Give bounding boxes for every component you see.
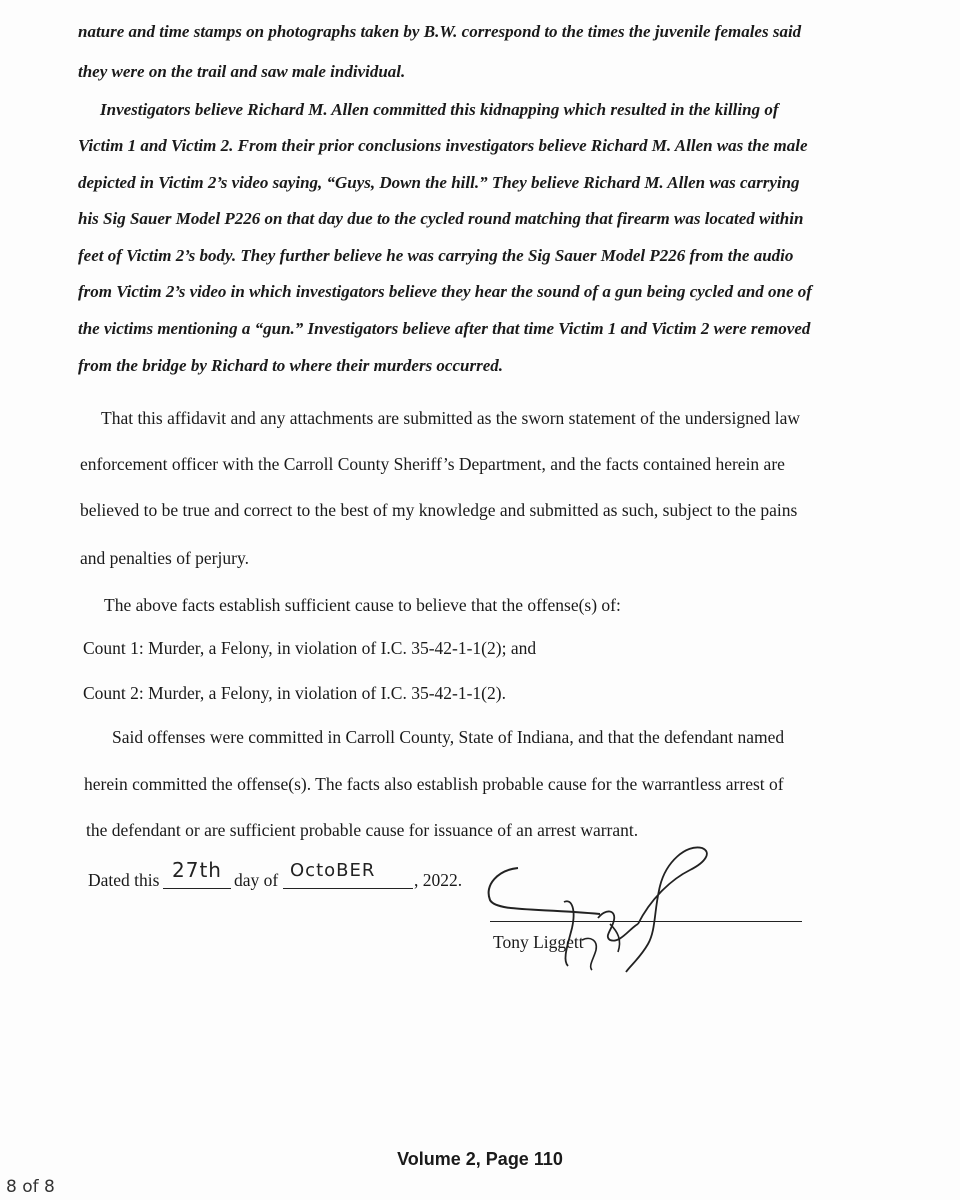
italic-paragraph-2-line-3: depicted in Victim 2’s video saying, “Guys, Down the hill.” They believe Richard M. Allen was carrying <box>78 173 800 192</box>
italic-paragraph-2-line-1: Investigators believe Richard M. Allen committed this kidnapping which resulted in the killing of <box>100 100 779 119</box>
page-mark-handwritten: 8 of 8 <box>6 1177 55 1197</box>
italic-paragraph-2-line-8: from the bridge by Richard to where their murders occurred. <box>78 356 504 375</box>
facts-intro: The above facts establish sufficient cause to believe that the offense(s) of: <box>104 595 621 615</box>
italic-paragraph-2-line-6: from Victim 2’s video in which investigators believe they hear the sound of a gun being cycled and one of <box>78 282 812 301</box>
affidavit-paragraph-line-1: That this affidavit and any attachments are submitted as the sworn statement of the undersigned law <box>101 408 800 428</box>
count-1: Count 1: Murder, a Felony, in violation of I.C. 35-42-1-1(2); and <box>83 638 537 658</box>
month-blank-line <box>283 888 413 889</box>
affidavit-paragraph-line-4: and penalties of perjury. <box>80 548 249 568</box>
dated-prefix: Dated this <box>88 870 160 890</box>
day-blank-line <box>163 888 231 889</box>
signer-name: Tony Liggett <box>493 932 584 952</box>
offenses-paragraph-line-2: herein committed the offense(s). The facts also establish probable cause for the warrantless arrest of <box>84 774 784 794</box>
offenses-paragraph-line-3: the defendant or are sufficient probable cause for issuance of an arrest warrant. <box>86 820 639 840</box>
count-2: Count 2: Murder, a Felony, in violation of I.C. 35-42-1-1(2). <box>83 683 506 703</box>
italic-paragraph-1-line-2: they were on the trail and saw male individual. <box>78 62 406 81</box>
italic-paragraph-1-line-1: nature and time stamps on photographs taken by B.W. correspond to the times the juvenile females said <box>78 22 802 41</box>
italic-paragraph-2-line-2: Victim 1 and Victim 2. From their prior conclusions investigators believe Richard M. Allen was the male <box>78 136 808 155</box>
offenses-paragraph-line-1: Said offenses were committed in Carroll County, State of Indiana, and that the defendant named <box>112 727 785 747</box>
affidavit-paragraph-line-3: believed to be true and correct to the best of my knowledge and submitted as such, subject to the pains <box>80 500 798 520</box>
day-handwritten: 27th <box>172 858 222 882</box>
italic-paragraph-2-line-4: his Sig Sauer Model P226 on that day due to the cycled round matching that firearm was located within <box>78 209 804 228</box>
italic-paragraph-2-line-7: the victims mentioning a “gun.” Investigators believe after that time Victim 1 and Victim 2 were removed <box>78 319 811 338</box>
page-footer: Volume 2, Page 110 <box>397 1149 563 1169</box>
month-handwritten: OctoBER <box>290 860 376 881</box>
dated-middle: day of <box>234 870 279 890</box>
affidavit-paragraph-line-2: enforcement officer with the Carroll County Sheriff’s Department, and the facts contained herein are <box>80 454 785 474</box>
signature <box>480 840 720 980</box>
dated-suffix: , 2022. <box>414 870 463 890</box>
italic-paragraph-2-line-5: feet of Victim 2’s body. They further believe he was carrying the Sig Sauer Model P226 from the audio <box>78 246 794 265</box>
